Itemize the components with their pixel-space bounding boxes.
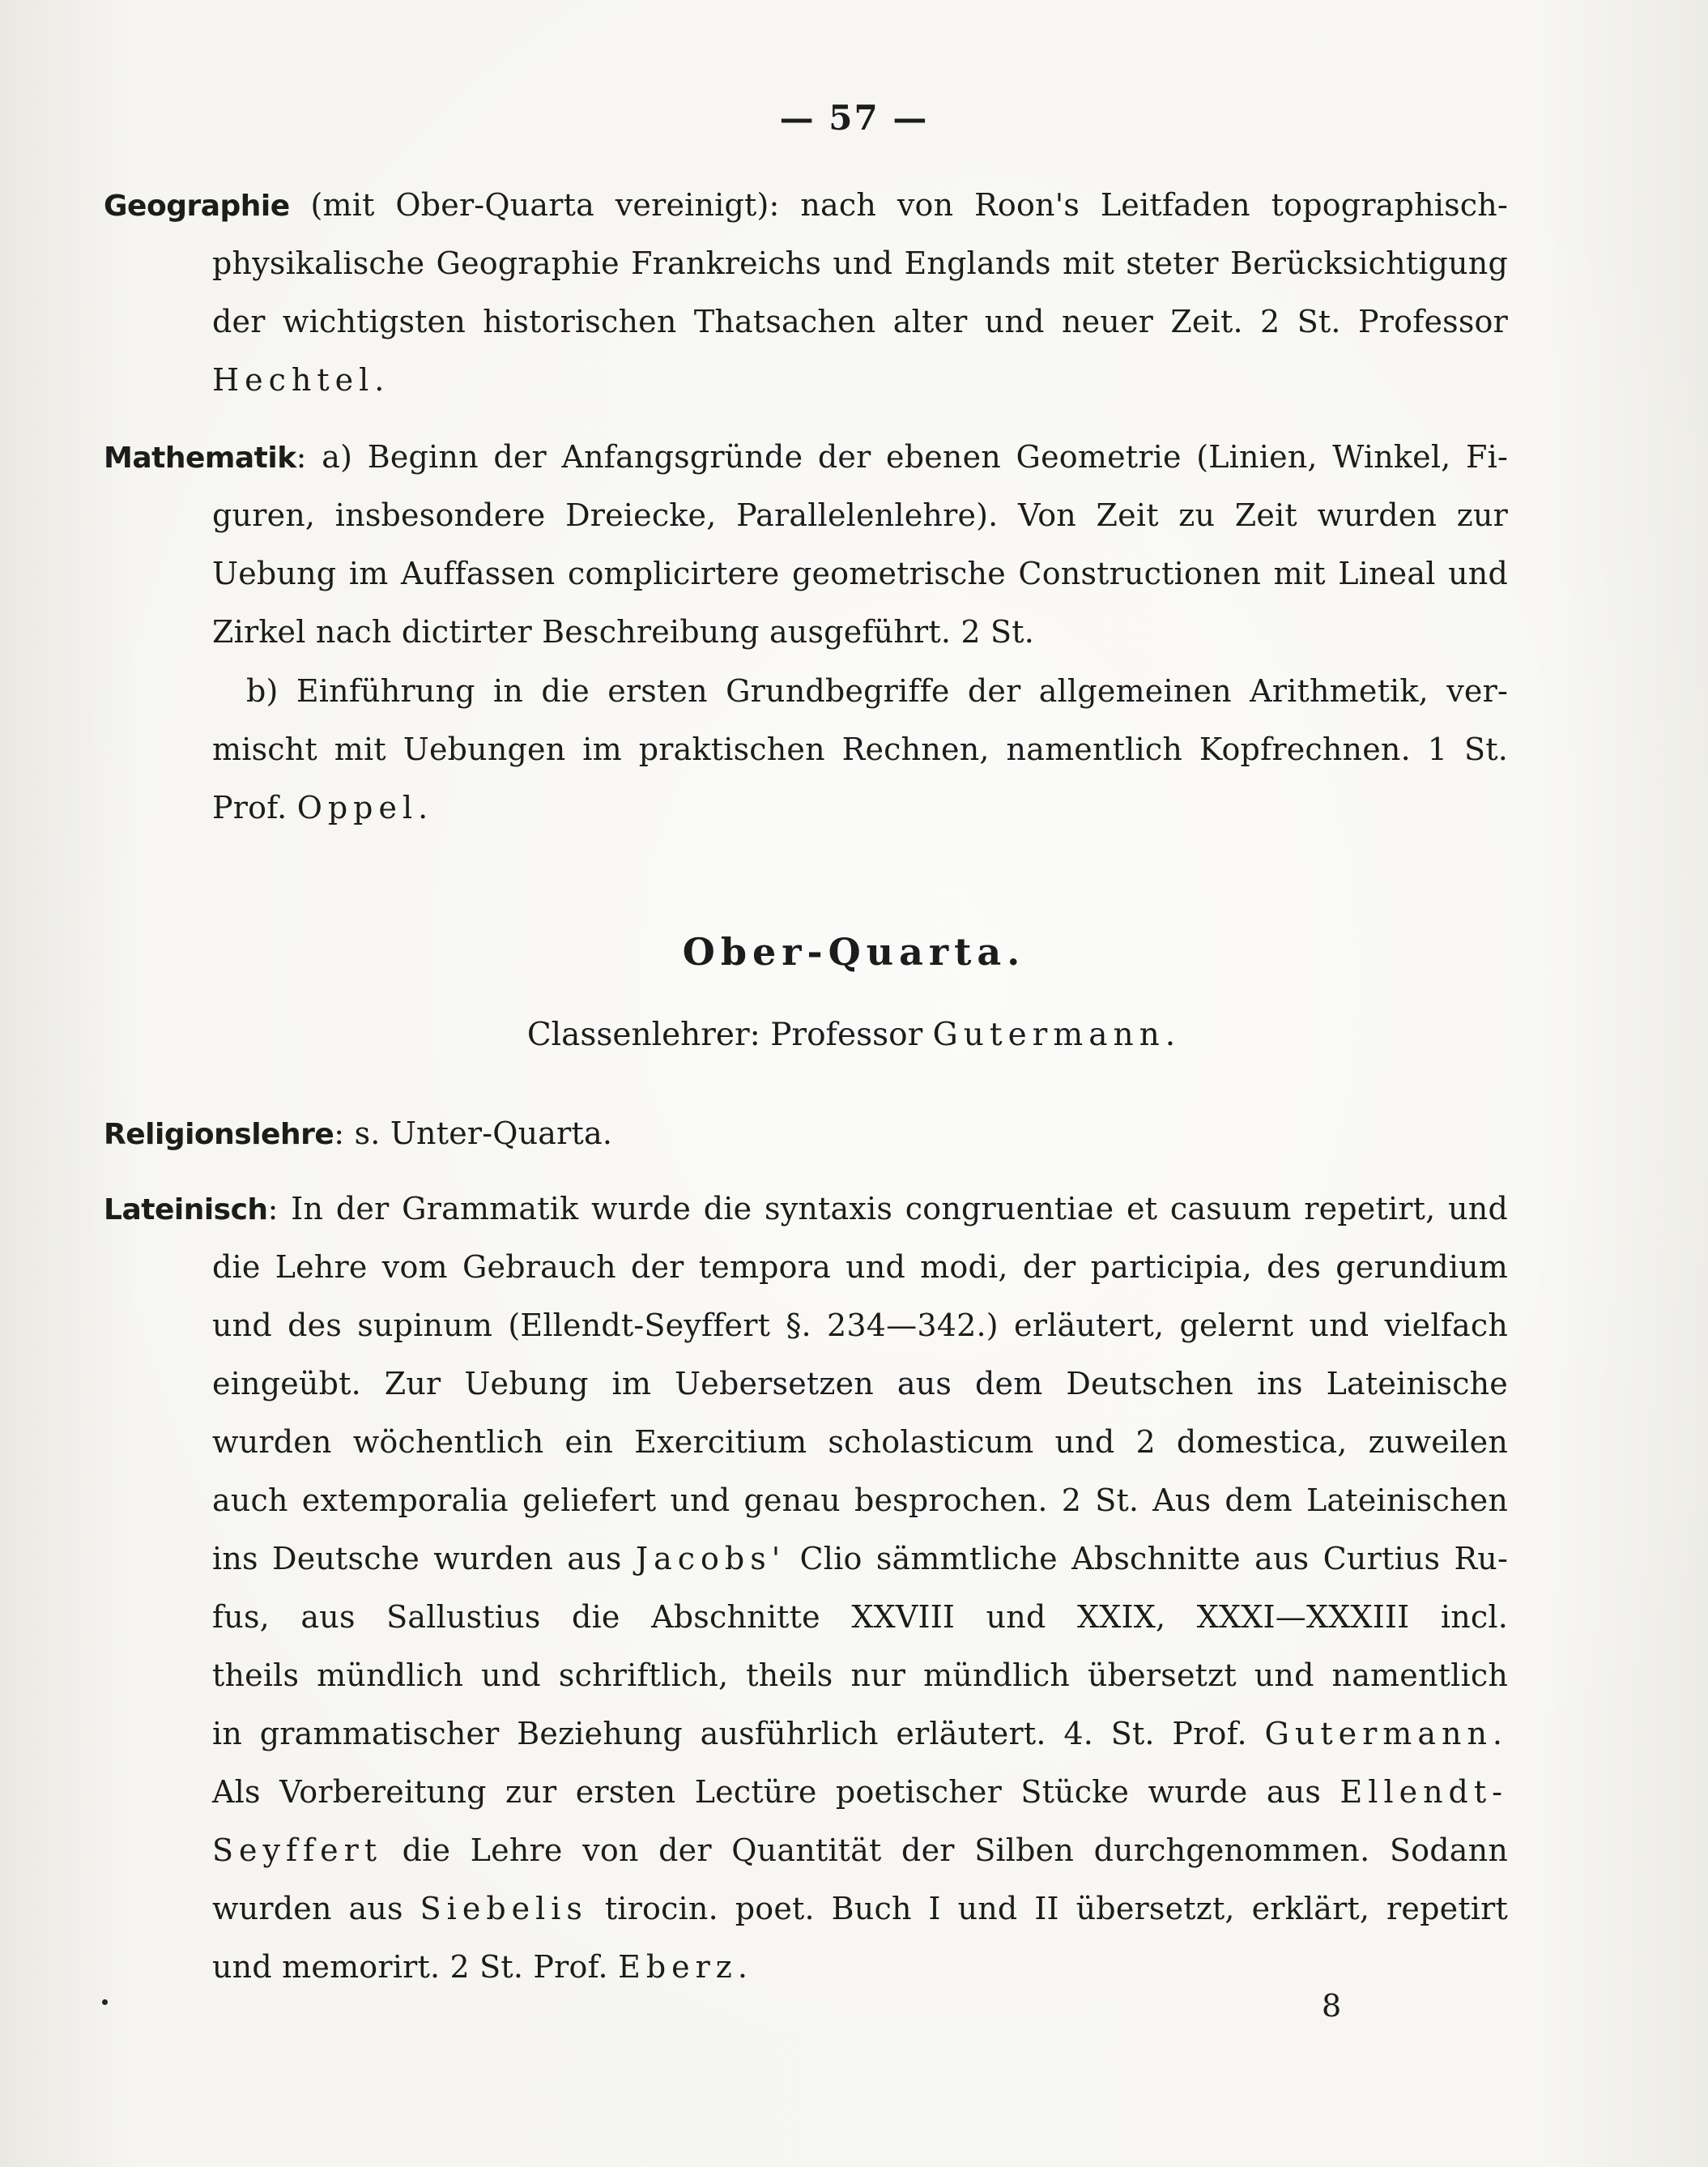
mathematik-line-1: Mathematik: a) Beginn der Anfangsgründe der ebenen Geometrie (Linien, Winkel, Fi- xyxy=(104,439,1508,475)
lateinisch-line-13: wurden aus Siebelis tirocin. poet. Buch I und II übersetzt, erklärt, repetirt xyxy=(212,1891,1508,1926)
mathematik-line-3: Uebung im Auffassen complicirtere geometrische Constructionen mit Lineal und xyxy=(212,556,1508,591)
ink-speck xyxy=(102,1999,108,2005)
lateinisch-heading: Lateinisch xyxy=(104,1193,268,1226)
lateinisch-line-5: wurden wöchentlich ein Exercitium scholasticum und 2 domestica, zuweilen xyxy=(212,1424,1508,1460)
lateinisch-line-9: theils mündlich und schriftlich, theils nur mündlich übersetzt und namentlich xyxy=(212,1657,1508,1693)
geographie-heading: Geographie xyxy=(104,190,290,223)
class-teacher: Classenlehrer: Professor Gutermann. xyxy=(526,1017,1182,1053)
lateinisch-line-7: ins Deutsche wurden aus Jacobs' Clio sämmtliche Abschnitte aus Curtius Ru- xyxy=(212,1541,1508,1576)
religionslehre-line: Religionslehre: s. Unter-Quarta. xyxy=(104,1115,613,1151)
geographie-line-2: physikalische Geographie Frankreichs und Englands mit steter Berücksichtigung xyxy=(212,245,1508,281)
lateinisch-line-10: in grammatischer Beziehung ausführlich erläutert. 4. St. Prof. Gutermann. xyxy=(212,1716,1508,1751)
geographie-teacher: Hechtel. xyxy=(212,362,390,398)
geographie-line-1: Geographie (mit Ober-Quarta vereinigt): nach von Roon's Leitfaden topographisch- xyxy=(104,187,1508,223)
lateinisch-line-14: und memorirt. 2 St. Prof. Eberz. xyxy=(212,1949,753,1985)
lateinisch-line-1: Lateinisch: In der Grammatik wurde die syntaxis congruentiae et casuum repetirt, und xyxy=(104,1191,1508,1226)
lateinisch-line-4: eingeübt. Zur Uebung im Uebersetzen aus dem Deutschen ins Lateinische xyxy=(212,1366,1508,1401)
lateinisch-line-11: Als Vorbereitung zur ersten Lectüre poetischer Stücke wurde aus Ellendt- xyxy=(212,1774,1508,1810)
lateinisch-line-3: und des supinum (Ellendt-Seyffert §. 234—342.) erläutert, gelernt und vielfach xyxy=(212,1307,1508,1343)
section-title: Ober-Quarta. xyxy=(682,930,1026,974)
lateinisch-line-8: fus, aus Sallustius die Abschnitte XXVIII und XXIX, XXXI—XXXIII incl. xyxy=(212,1599,1508,1635)
mathematik-heading: Mathematik xyxy=(104,442,296,475)
mathematik-line-4: Zirkel nach dictirter Beschreibung ausgeführt. 2 St. xyxy=(212,614,1035,650)
signature-mark: 8 xyxy=(1322,1988,1342,2024)
mathematik-line-2: guren, insbesondere Dreiecke, Parallelenlehre). Von Zeit zu Zeit wurden zur xyxy=(212,497,1508,533)
lateinisch-line-6: auch extemporalia geliefert und genau besprochen. 2 St. Aus dem Lateinischen xyxy=(212,1482,1508,1518)
mathematik-line-5: b) Einführung in die ersten Grundbegriffe der allgemeinen Arithmetik, ver- xyxy=(246,673,1508,709)
mathematik-line-6: mischt mit Uebungen im praktischen Rechnen, namentlich Kopfrechnen. 1 St. xyxy=(212,732,1508,767)
mathematik-teacher: Prof. Oppel. xyxy=(212,790,434,825)
lateinisch-line-12: Seyffert die Lehre von der Quantität der Silben durchgenommen. Sodann xyxy=(212,1832,1508,1868)
page-number: — 57 — xyxy=(779,98,929,138)
religionslehre-heading: Religionslehre xyxy=(104,1118,334,1151)
lateinisch-line-2: die Lehre vom Gebrauch der tempora und modi, der participia, des gerundium xyxy=(212,1249,1508,1285)
geographie-line-3: der wichtigsten historischen Thatsachen alter und neuer Zeit. 2 St. Professor xyxy=(212,304,1508,339)
